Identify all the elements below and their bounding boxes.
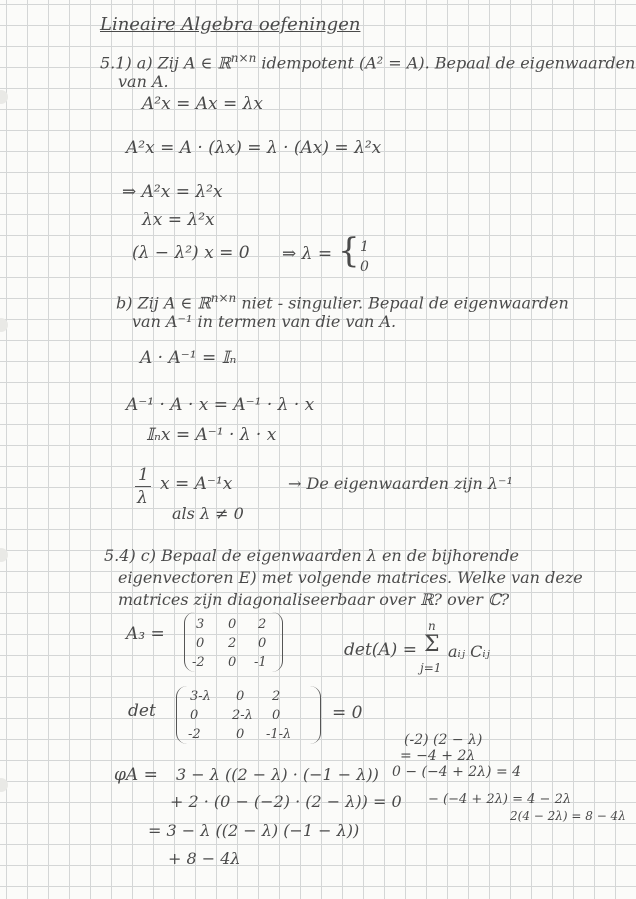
exercise-5-1a-line1: 5.1) a) Zij A ∈ ℝ$^{n\times n}$ idempotent (A² = A). Bepaal de eigenwaarden: [100, 51, 636, 73]
fraction-denominator: λ: [137, 488, 148, 508]
matrix-cell: 0: [196, 636, 205, 651]
sum-upper-limit: n: [428, 619, 436, 633]
exercise-5-4c-line2: eigenvectoren E) met volgende matrices. Welke van deze: [118, 568, 583, 587]
eigenvalue-conclusion: → De eigenwaarden zijn λ⁻¹: [288, 474, 513, 493]
det-cell: 0: [236, 727, 245, 742]
punch-hole: [0, 548, 8, 562]
sum-term: aᵢⱼ Cᵢⱼ: [448, 642, 490, 661]
det-equals-zero: = 0: [332, 703, 363, 723]
exercise-5-4c-line3: matrices zijn diagonaliseerbaar over ℝ? over ℂ?: [118, 590, 510, 609]
matrix-right-paren: [272, 612, 283, 672]
lambda-value-1: 1: [360, 239, 369, 255]
exercise-5-4c-line1: 5.4) c) Bepaal de eigenwaarden λ en de bijhorende: [104, 546, 520, 565]
det-cell: -2: [188, 727, 201, 742]
phi-line-2: + 2 · (0 − (−2) · (2 − λ)) = 0: [170, 792, 402, 811]
matrix-cell: -2: [192, 655, 205, 670]
side-calc-4: − (−4 + 2λ) = 4 − 2λ: [428, 792, 572, 807]
matrix-cell: 0: [258, 636, 267, 651]
exercise-5-1b-line2: van A⁻¹ in termen van die van A.: [132, 312, 397, 331]
side-calc-2: = −4 + 2λ: [400, 748, 476, 764]
exercise-5-1a-line2: van A.: [118, 72, 169, 91]
equation-2: A²x = A · (λx) = λ · (Ax) = λ²x: [126, 138, 382, 158]
det-cell: -1-λ: [266, 727, 292, 742]
equation-8: 𝕀ₙx = A⁻¹ · λ · x: [146, 425, 277, 445]
punch-hole: [0, 318, 8, 332]
det-label: det: [128, 701, 156, 721]
det-cell: 2: [272, 689, 281, 704]
lambda-value-0: 0: [360, 259, 369, 275]
phi-label: φA =: [114, 765, 158, 785]
matrix-cell: 0: [228, 617, 237, 632]
page-title: Lineaire Algebra oefeningen: [100, 14, 361, 35]
matrix-cell: 2: [228, 636, 237, 651]
matrix-label: A₃ =: [126, 624, 165, 644]
side-calc-3: 0 − (−4 + 2λ) = 4: [392, 764, 522, 780]
equation-4: λx = λ²x: [142, 210, 215, 230]
matrix-cell: 3: [196, 617, 205, 632]
side-calc-1: (-2) (2 − λ): [404, 732, 483, 748]
equation-5-arrow: ⇒ λ =: [282, 244, 333, 264]
equation-6: A · A⁻¹ = 𝕀ₙ: [140, 348, 237, 368]
phi-line-3: = 3 − λ ((2 − λ) (−1 − λ)): [148, 821, 360, 840]
condition-note: als λ ≠ 0: [172, 504, 244, 523]
sum-lower-limit: j=1: [420, 661, 442, 675]
equation-1: A²x = Ax = λx: [142, 94, 264, 114]
det-right-paren: [310, 686, 321, 744]
phi-line-1: 3 − λ ((2 − λ) · (−1 − λ)): [176, 765, 379, 784]
matrix-cell: 0: [228, 655, 237, 670]
det-cell: 0: [236, 689, 245, 704]
fraction-numerator: 1: [138, 465, 149, 485]
det-cell: 3-λ: [190, 689, 211, 704]
fraction-bar: [135, 486, 151, 487]
sum-sign: Σ: [424, 632, 440, 657]
det-cell: 2-λ: [232, 708, 253, 723]
det-left-paren: [176, 686, 187, 744]
det-formula: det(A) =: [344, 640, 417, 660]
punch-hole: [0, 778, 8, 792]
equation-3: ⇒ A²x = λ²x: [122, 182, 223, 202]
equation-9: x = A⁻¹x: [160, 474, 233, 494]
equation-7: A⁻¹ · A · x = A⁻¹ · λ · x: [126, 395, 315, 415]
phi-line-4: + 8 − 4λ: [168, 849, 241, 868]
matrix-cell: 2: [258, 617, 267, 632]
equation-5: (λ − λ²) x = 0: [132, 243, 250, 263]
det-cell: 0: [190, 708, 199, 723]
exercise-5-1b-line1: b) Zij A ∈ ℝ$^{n\times n}$ niet - singulier. Bepaal de eigenwaarden: [116, 291, 569, 313]
matrix-cell: -1: [254, 655, 267, 670]
det-cell: 0: [272, 708, 281, 723]
side-calc-5: 2(4 − 2λ) = 8 − 4λ: [510, 809, 626, 823]
punch-hole: [0, 90, 8, 104]
brace: {: [338, 231, 360, 271]
